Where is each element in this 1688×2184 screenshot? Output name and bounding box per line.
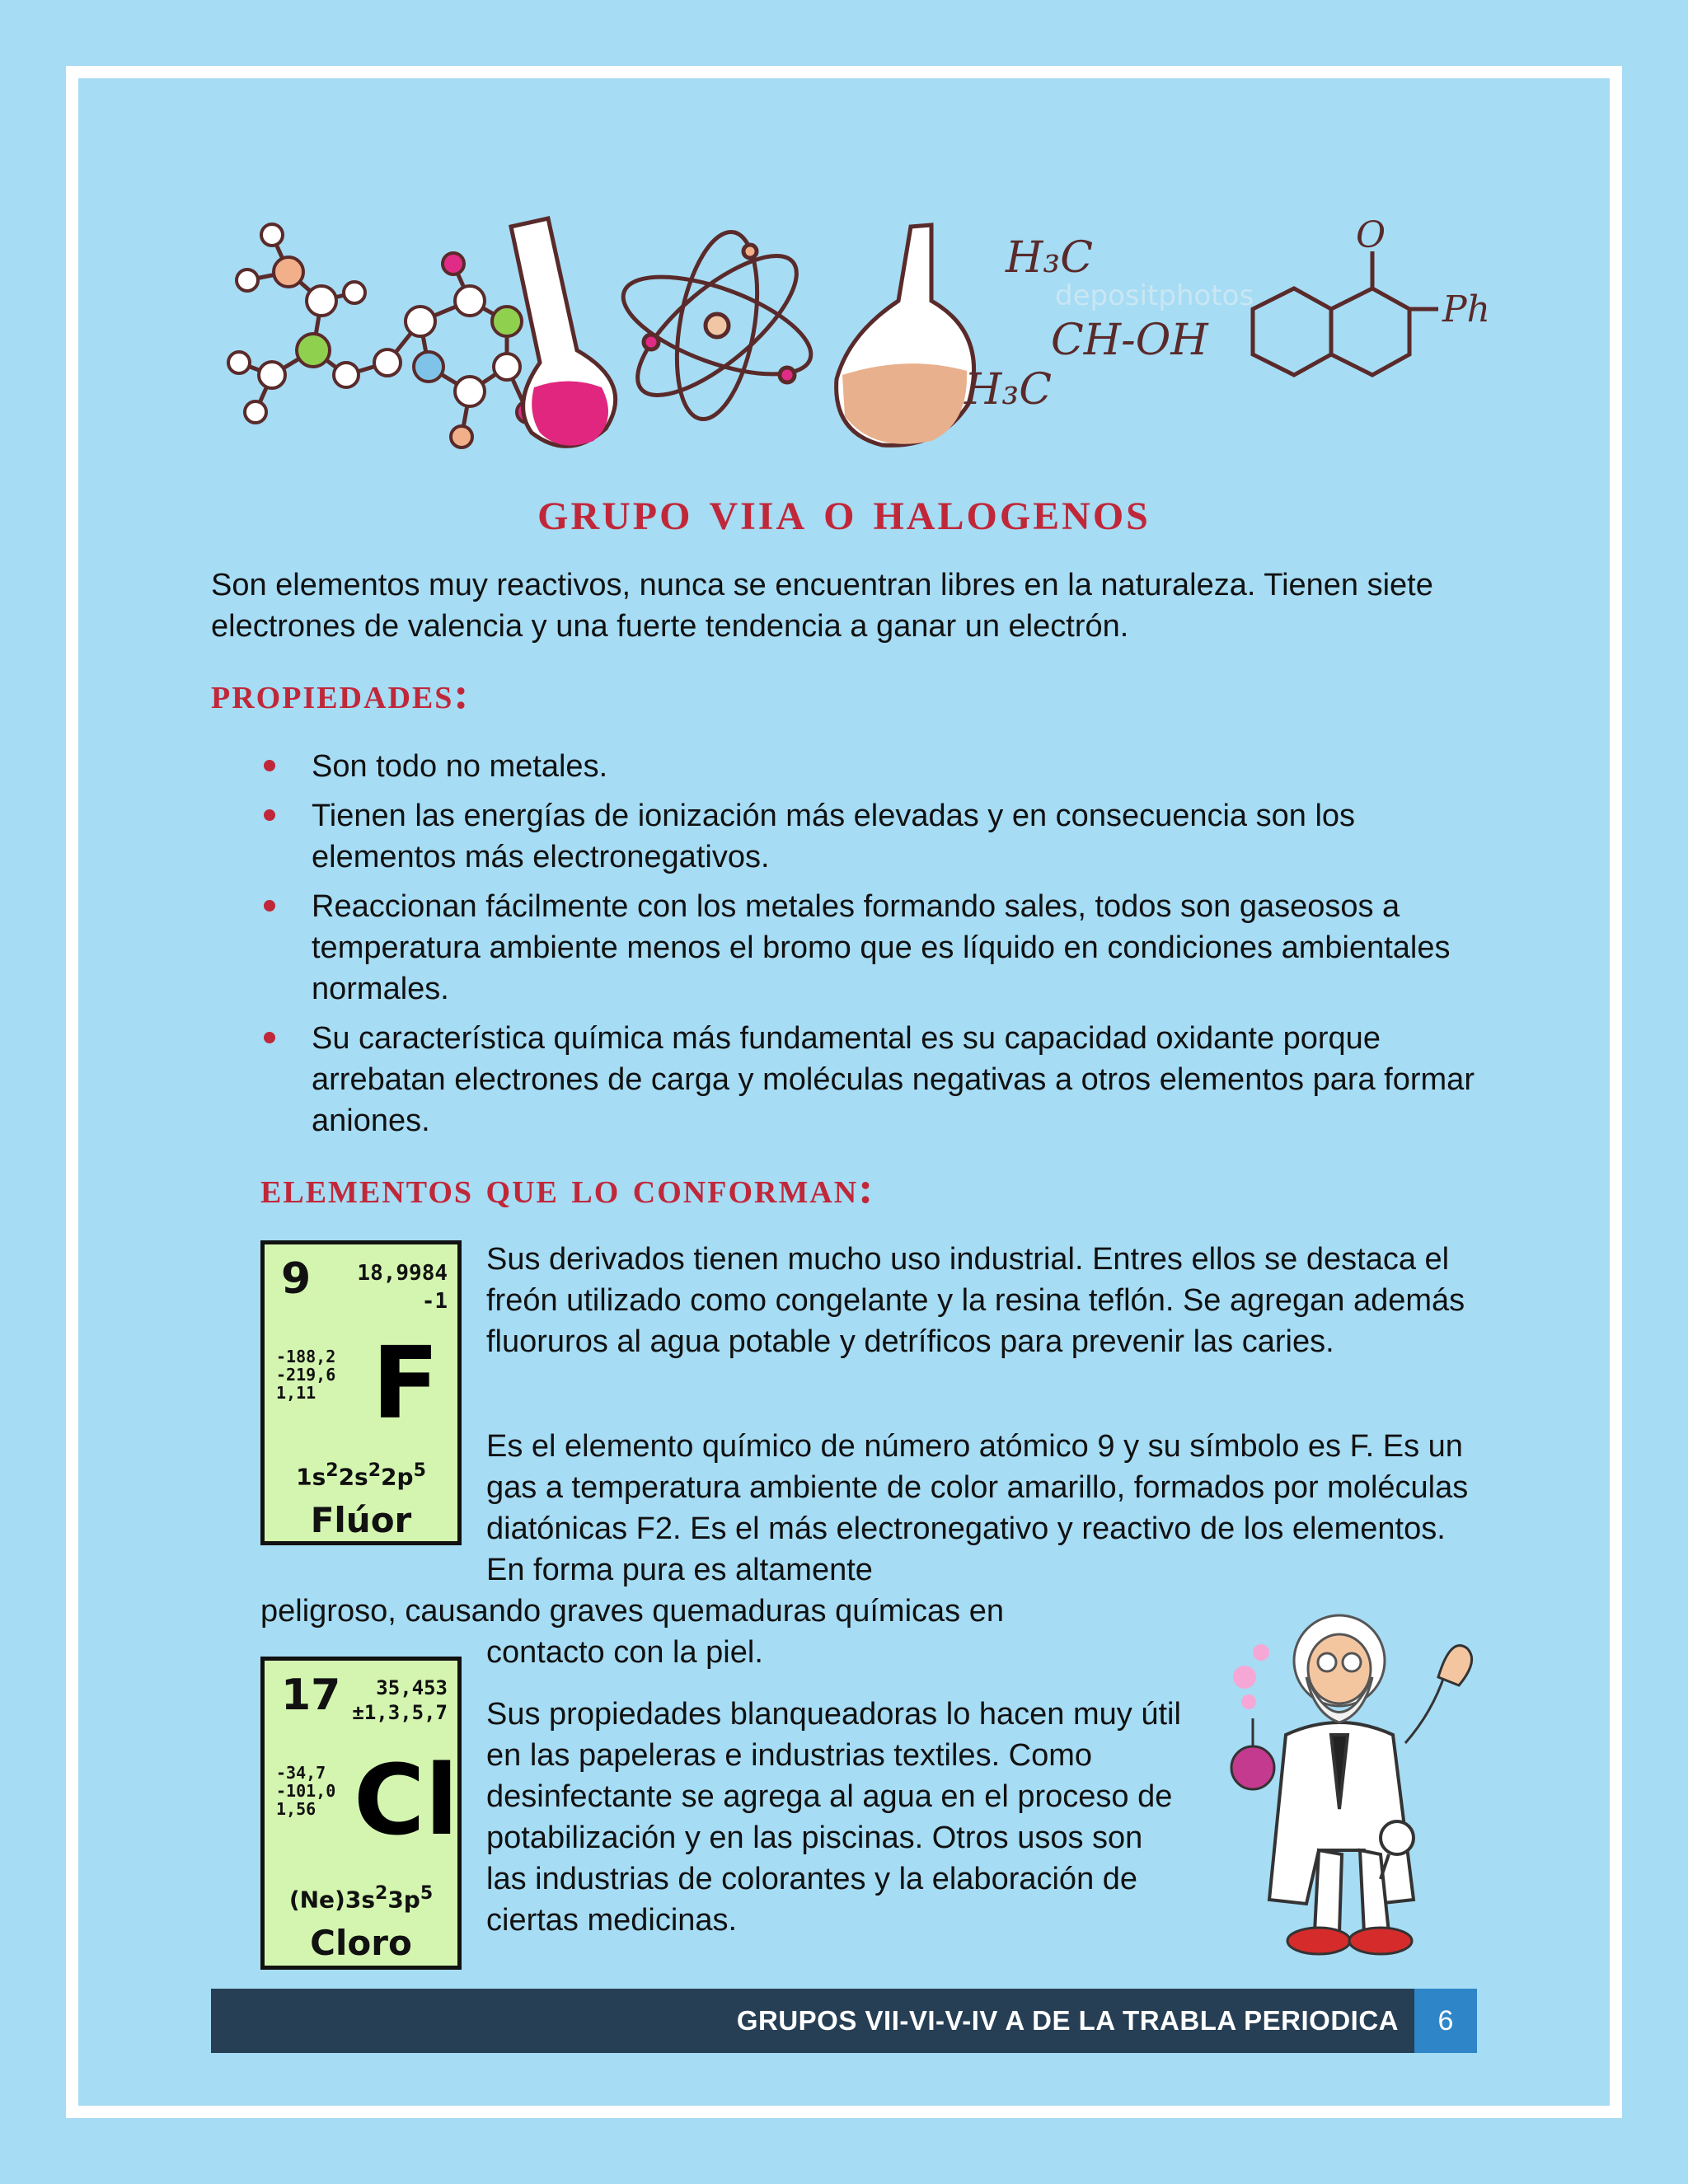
round-flask-icon <box>837 225 974 445</box>
electron-configuration: $(Ne)3s^23p^5$ <box>288 1883 434 1914</box>
elements-heading: elementos que lo conforman: <box>260 1163 875 1212</box>
chemical-formula <box>964 233 1209 415</box>
oxidation-states: ±1,3,5,7 <box>352 1701 448 1724</box>
properties-heading: propiedades: <box>211 668 471 718</box>
formula-h3c-top: H₃C <box>1006 233 1093 283</box>
atomic-number: 9 <box>281 1254 312 1304</box>
formula-ph: Ph <box>1442 288 1490 330</box>
formula-choh: CH-OH <box>1051 316 1208 365</box>
intro-paragraph: Son elementos muy reactivos, nunca se encuentran libres en la naturaleza. Tienen siete electrones de valencia y una fuerte tendencia a ganar un electrón. <box>211 568 1433 644</box>
element-symbol: Cl <box>354 1743 459 1857</box>
fluor-paragraph-1: Sus derivados tienen mucho uso industrial. Entres ellos se destaca el freón utilizado como congelante y la resina teflón. Se agregan además fluoruros al agua potable y detríficos para prevenir las caries. <box>486 1242 1465 1359</box>
electron-configuration: $1s^22s^22p^5$ <box>296 1460 426 1491</box>
element-symbol: F <box>372 1327 439 1441</box>
atom-balls <box>228 224 538 448</box>
list-item: Tienen las energías de ionización más elevadas y en consecuencia son los elementos más electronegativos. <box>256 795 1484 878</box>
bullet-icon <box>264 900 275 912</box>
waving-hand-icon <box>1405 1646 1472 1743</box>
atom-orbit-icon <box>612 226 823 425</box>
page-title: grupo viia o halogenos <box>537 479 1151 541</box>
bullet-icon <box>264 809 275 821</box>
flask-in-hand-icon <box>1231 1644 1274 1789</box>
page-footer <box>211 1989 1477 2053</box>
fluor-paragraph-2-end: contacto con la piel. <box>486 1635 763 1670</box>
shoes-icon <box>1287 1928 1412 1954</box>
physical-properties: -34,7 -101,0 1,56 <box>276 1763 336 1819</box>
fluor-paragraph-2-cont: peligroso, causando graves quemaduras químicas en <box>260 1594 1004 1629</box>
list-item: Su característica química más fundamental es su capacidad oxidante porque arrebatan electrones de carga y moléculas negativas a otros elementos para formar aniones. <box>256 1018 1484 1141</box>
watermark: depositphotos <box>1055 279 1254 312</box>
element-name: Cloro <box>310 1923 412 1963</box>
ring-structure-icon <box>1253 251 1438 375</box>
cloro-paragraph: Sus propiedades blanqueadoras lo hacen muy útil en las papeleras e industrias textiles. Como desinfectante se agrega al agua en el proceso de potabilización y en las piscinas. Otros usos son las industrias de colorantes y la elaboración de ciertas medicinas. <box>486 1697 1181 1938</box>
scientist-illustration <box>1195 1570 1484 1970</box>
properties-list <box>256 746 1484 1150</box>
oxidation-states: -1 <box>421 1289 448 1314</box>
footer-title: GRUPOS VII-VI-V-IV A DE LA TRABLA PERIODICA <box>736 2005 1399 2036</box>
formula-o: O <box>1356 214 1386 256</box>
formula-h3c-bottom: H₃C <box>964 365 1052 415</box>
list-item: Reaccionan fácilmente con los metales formando sales, todos son gaseosos a temperatura ambiente menos el bromo que es líquido en condiciones ambientales normales. <box>256 886 1484 1010</box>
fluor-element-tile <box>260 1240 462 1545</box>
atomic-number: 17 <box>281 1671 341 1720</box>
page-number: 6 <box>1414 1989 1477 2053</box>
cloro-element-tile <box>260 1657 462 1970</box>
atomic-mass: 35,453 ±1,3,5,7 <box>352 1676 448 1724</box>
chemistry-banner-illustration <box>223 210 1490 457</box>
head-hair-icon <box>1294 1615 1385 1722</box>
bullet-icon <box>264 1032 275 1043</box>
list-item: Son todo no metales. <box>256 746 1484 787</box>
physical-properties: -188,2 -219,6 1,11 <box>276 1347 336 1403</box>
fluor-paragraph-2: Es el elemento químico de número atómico 9 y su símbolo es F. Es un gas a temperatura ambiente de color amarillo, formados por moléculas diatónicas F2. Es el más electronegativo y reactivo de los elementos. En forma pura es altamente <box>486 1429 1469 1587</box>
atomic-mass: 18,9984 -1 <box>357 1261 448 1314</box>
element-name: Flúor <box>310 1500 412 1540</box>
flask-icon <box>511 218 616 446</box>
bullet-icon <box>264 760 275 771</box>
